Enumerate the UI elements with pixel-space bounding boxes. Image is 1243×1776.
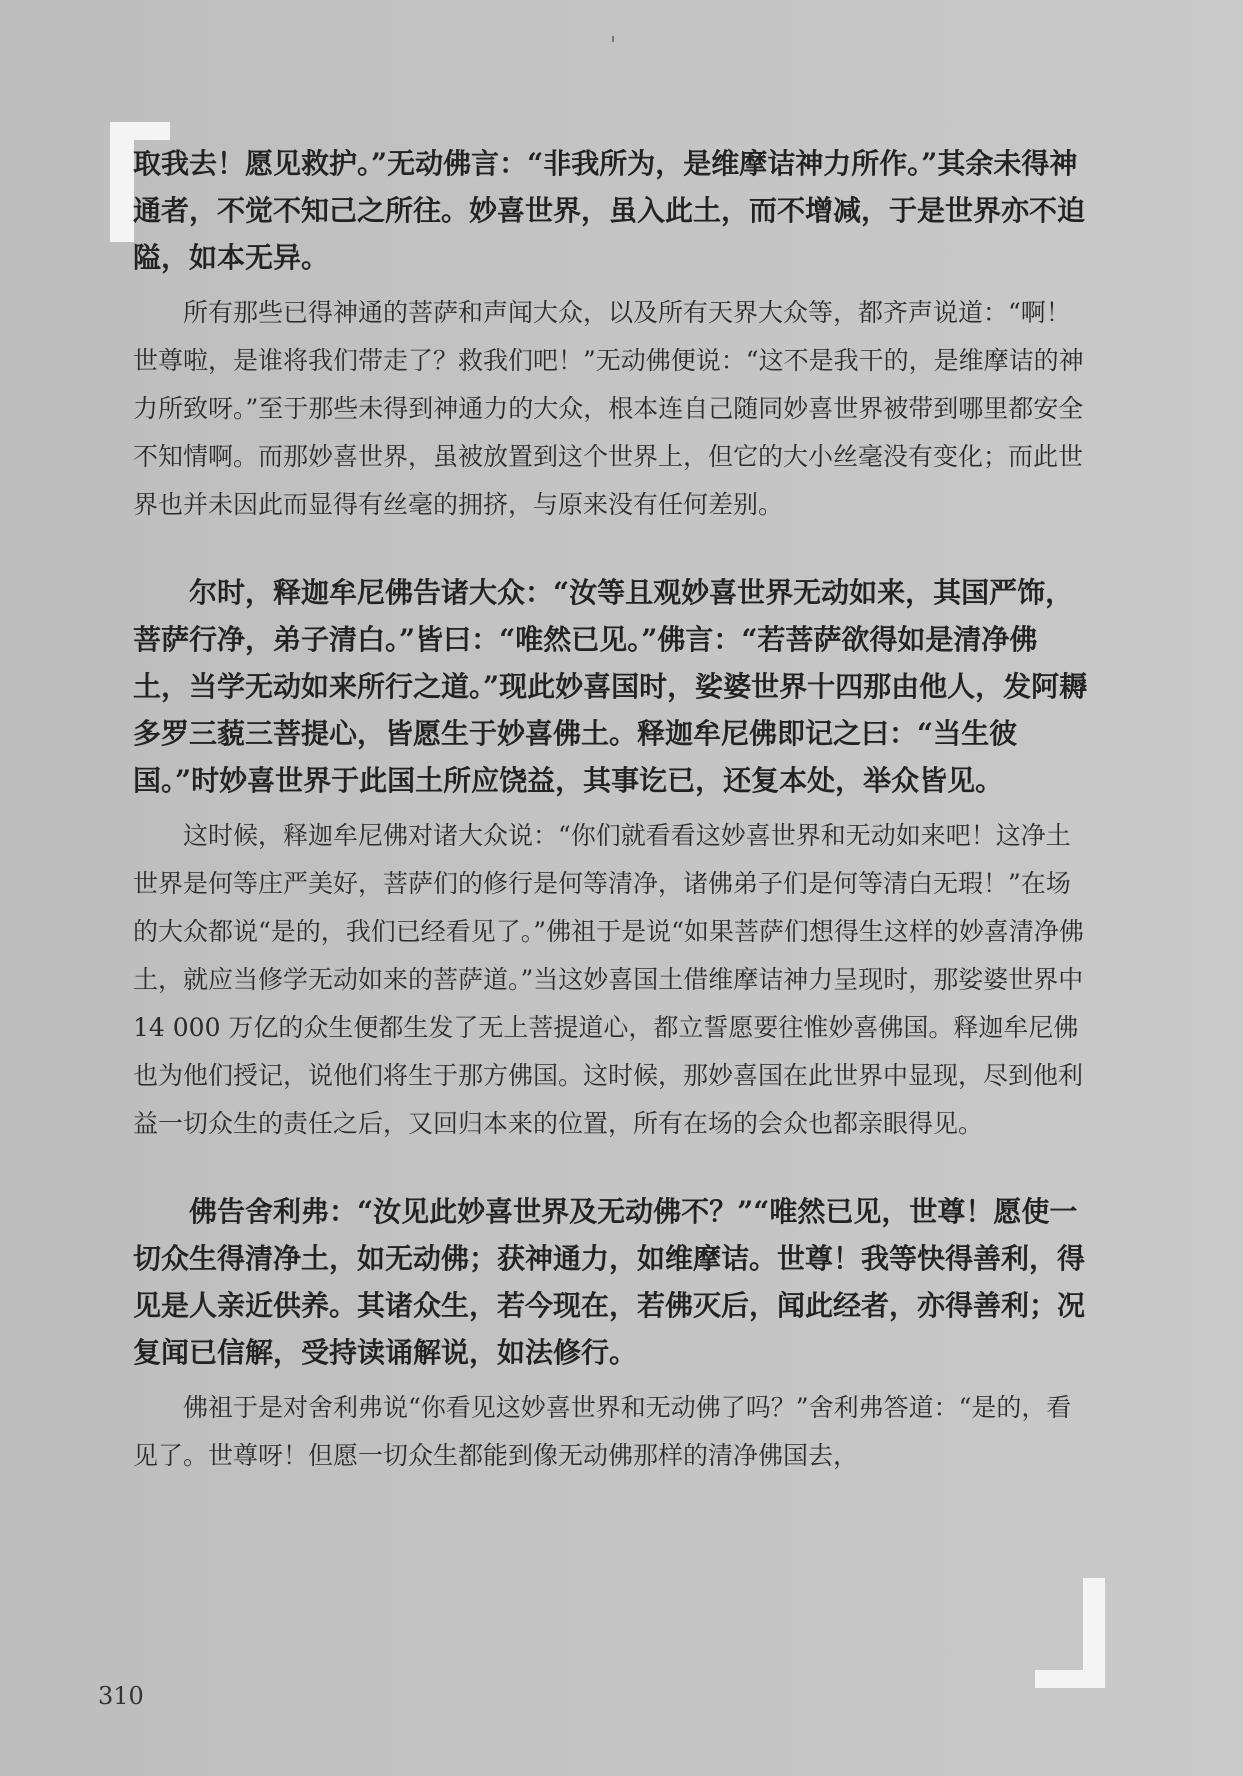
translation-text-block-1 — [133, 289, 1088, 529]
original-paragraph: 尔时，释迦牟尼佛告诸大众：“汝等且观妙喜世界无动如来，其国严饰，菩萨行净，弟子清白。”皆曰：“唯然已见。”佛言：“若菩萨欲得如是清净佛土，当学无动如来所行之道。”现此妙喜国时，娑婆世界十四那由他人，发阿耨多罗三藐三菩提心，皆愿生于妙喜佛土。释迦牟尼佛即记之曰：“当生彼国。”时妙喜世界于此国土所应饶益，其事讫已，还复本处，举众皆见。 — [133, 576, 1088, 797]
scan-mark — [612, 36, 614, 42]
page-content — [133, 140, 1088, 1480]
original-text-block-2 — [133, 569, 1088, 804]
original-text-block-1 — [133, 140, 1088, 281]
original-paragraph: 佛告舍利弗：“汝见此妙喜世界及无动佛不？”“唯然已见，世尊！愿使一切众生得清净土，如无动佛；获神通力，如维摩诘。世尊！我等快得善利，得见是人亲近供养。其诸众生，若今现在，若佛灭后，闻此经者，亦得善利；况复闻已信解，受持读诵解说，如法修行。 — [133, 1195, 1086, 1369]
original-paragraph: 取我去！愿见救护。”无动佛言：“非我所为，是维摩诘神力所作。”其余未得神通者，不觉不知己之所往。妙喜世界，虽入此土，而不增减，于是世界亦不迫隘，如本无异。 — [133, 147, 1086, 274]
translation-paragraph: 佛祖于是对舍利弗说“你看见这妙喜世界和无动佛了吗？”舍利弗答道：“是的，看见了。世尊呀！但愿一切众生都能到像无动佛那样的清净佛国去， — [133, 1393, 1072, 1470]
translation-paragraph: 所有那些已得神通的菩萨和声闻大众，以及所有天界大众等，都齐声说道：“啊！世尊啦，是谁将我们带走了？救我们吧！”无动佛便说：“这不是我干的，是维摩诘的神力所致呀。”至于那些未得到神通力的大众，根本连自己随同妙喜世界被带到哪里都安全不知情啊。而那妙喜世界，虽被放置到这个世界上，但它的大小丝毫没有变化；而此世界也并未因此而显得有丝毫的拥挤，与原来没有任何差别。 — [133, 298, 1084, 519]
translation-text-block-2 — [133, 812, 1088, 1148]
translation-paragraph: 这时候，释迦牟尼佛对诸大众说：“你们就看看这妙喜世界和无动如来吧！这净土世界是何等庄严美好，菩萨们的修行是何等清净，诸佛弟子们是何等清白无瑕！”在场的大众都说“是的，我们已经看见了。”佛祖于是说“如果菩萨们想得生这样的妙喜清净佛土，就应当修学无动如来的菩萨道。”当这妙喜国土借维摩诘神力呈现时，那娑婆世界中 14 000 万亿的众生便都生发了无上菩提道心，都立誓愿要往惟妙喜佛国。释迦牟尼佛也为他们授记，说他们将生于那方佛国。这时候，那妙喜国在此世界中显现，尽到他利益一切众生的责任之后，又回归本来的位置，所有在场的会众也都亲眼得见。 — [133, 821, 1084, 1138]
original-text-block-3 — [133, 1188, 1088, 1376]
page-number: 310 — [98, 1682, 144, 1710]
translation-text-block-3 — [133, 1384, 1088, 1480]
corner-bracket-top-left — [110, 122, 134, 242]
corner-bracket-bottom-right — [1083, 1578, 1105, 1688]
